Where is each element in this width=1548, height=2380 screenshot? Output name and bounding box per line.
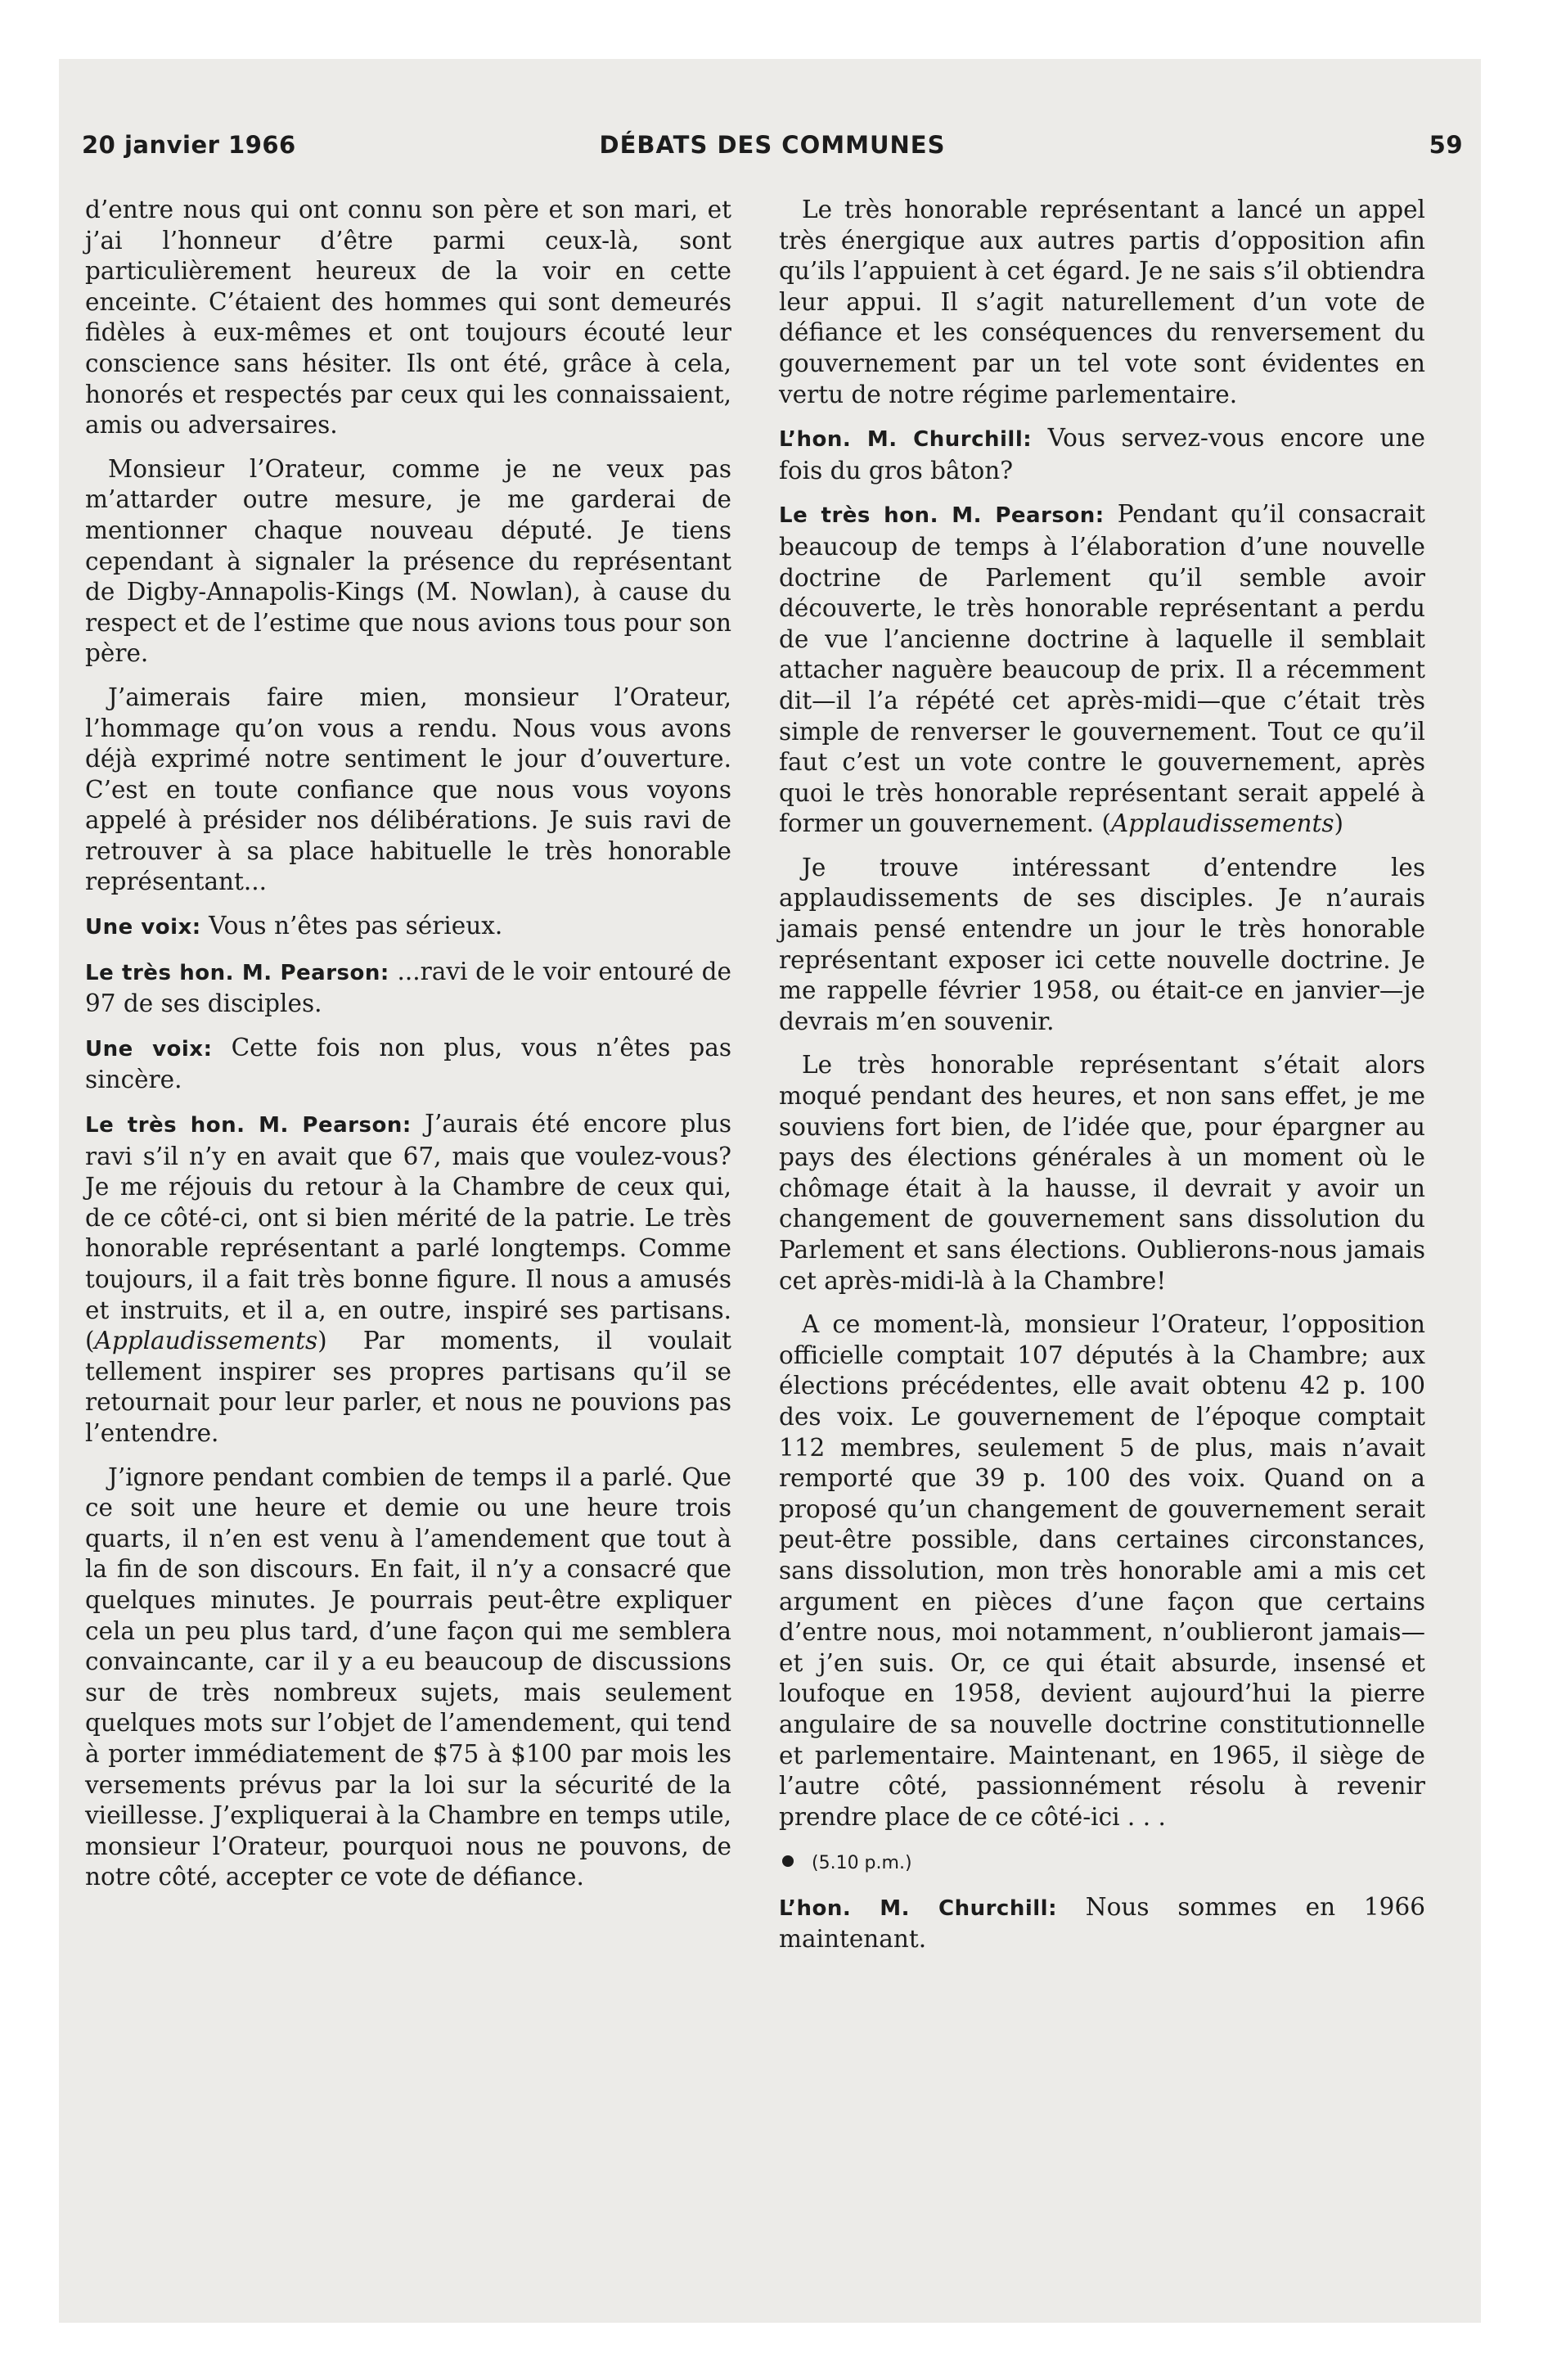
- speaker-name: Le très hon. M. Pearson:: [779, 503, 1105, 529]
- header-date: 20 janvier 1966: [82, 131, 296, 159]
- left-column: [85, 195, 731, 1906]
- speech-text: Pendant qu’il consacrait beaucoup de temps à l’élaboration d’une nouvelle doctrine de Parlement qu’il semble avoir découverte, le très honorable représentant a perdu de vue l’ancienne doctrine à laquelle il semblait attacher naguère beaucoup de prix. Il a récemment dit—il l’a répété cet après-midi—que c’était très simple de renverser le gouvernement. Tout ce qu’il faut c’est un vote contre le gouvernement, après quoi le très honorable représentant serait appelé à former un gouvernement. (: [779, 500, 1425, 838]
- speech: [779, 499, 1425, 840]
- bullet-icon: [782, 1855, 794, 1867]
- time-marker: [779, 1846, 1425, 1879]
- speaker-name: Une voix:: [85, 915, 201, 940]
- speech: [85, 1033, 731, 1096]
- paragraph: Le très honorable représentant s’était alors moqué pendant des heures, et non sans effet, je me souviens fort bien, de l’idée que, pour épargner au pays des élections générales à un moment où le chômage était à la hausse, il devrait y avoir un changement de gouvernement sans dissolution du Parlement et sans élections. Oublierons-nous jamais cet après-midi-là à la Chambre!: [779, 1051, 1425, 1295]
- time-stamp: (5.10 p.m.): [812, 1853, 912, 1874]
- speaker-name: Le très hon. M. Pearson:: [85, 960, 389, 985]
- header-title: DÉBATS DES COMMUNES: [599, 131, 946, 159]
- speaker-name: L’hon. M. Churchill:: [779, 1895, 1057, 1921]
- speech: [85, 1109, 731, 1449]
- paragraph: Je trouve intéressant d’entendre les applaudissements de ses disciples. Je n’aurais jamais pensé entendre un jour le très honorable représentant exposer ici cette nouvelle doctrine. Je me rappelle février 1958, ou était-ce en janvier—je devrais m’en souvenir.: [779, 853, 1425, 1035]
- speech: [779, 1892, 1425, 1955]
- speech-text: ...ravi de le voir entouré de 97 de ses disciples.: [85, 957, 731, 1018]
- speech-text: Vous servez-vous encore une fois du gros bâton?: [779, 424, 1425, 485]
- paragraph: d’entre nous qui ont connu son père et son mari, et j’ai l’honneur d’être parmi ceux-là, sont particulièrement heureux de la voir en cette enceinte. C’étaient des hommes qui sont demeurés fidèles à eux-mêmes et ont toujours écouté leur conscience sans hésiter. Ils ont été, grâce à cela, honorés et respectés par ceux qui les connaissaient, amis ou adversaires.: [85, 196, 731, 439]
- paragraph: J’aimerais faire mien, monsieur l’Orateur, l’hommage qu’on vous a rendu. Nous vous avons déjà exprimé notre sentiment le jour d’ouverture. C’est en toute confiance que nous vous voyons appelé à présider nos délibérations. Je suis ravi de retrouver à sa place habituelle le très honorable représentant...: [85, 683, 731, 896]
- paragraph: Le très honorable représentant a lancé un appel très énergique aux autres partis d’opposition afin qu’ils l’appuient à cet égard. Je ne sais s’il obtiendra leur appui. Il s’agit naturellement d’un vote de défiance et les conséquences du renversement du gouvernement par un tel vote sont évidentes en vertu de notre régime parlementaire.: [779, 196, 1425, 408]
- speaker-name: L’hon. M. Churchill:: [779, 427, 1033, 453]
- page: [59, 59, 1481, 2323]
- speech-text: J’aurais été encore plus ravi s’il n’y en avait que 67, mais que voulez-vous? Je me réjouis du retour à la Chambre de ceux qui, de ce côté-ci, ont si bien mérité de la patrie. Le très honorable représentant a parlé longtemps. Comme toujours, il a fait très bonne figure. Il nous a amusés et instruits, et il a, en outre, inspiré ses partisans. (: [85, 1110, 731, 1355]
- speech-text: Nous sommes en 1966 maintenant.: [779, 1892, 1425, 1954]
- speech-text: ) Par moments, il voulait tellement inspirer ses propres partisans qu’il se retournait pour leur parler, et nous ne pouvions pas l’entendre.: [85, 1327, 731, 1447]
- speech-text: Cette fois non plus, vous n’êtes pas sincère.: [85, 1033, 731, 1094]
- speech: [779, 423, 1425, 486]
- speech: [85, 957, 731, 1020]
- page-header: [82, 131, 1463, 172]
- speech: [85, 911, 731, 944]
- stage-direction: Applaudissements: [1110, 809, 1334, 838]
- paragraph: J’ignore pendant combien de temps il a parlé. Que ce soit une heure et demie ou une heure trois quarts, il n’en est venu à l’amendement que tout à la fin de son discours. En fait, il n’y a consacré que quelques minutes. Je pourrais peut-être expliquer cela un peu plus tard, d’une façon qui me semblera convaincante, car il y a eu beaucoup de discussions sur de très nombreux sujets, mais seulement quelques mots sur l’objet de l’amendement, qui tend à porter immédiatement de $75 à $100 par mois les versements prévus par la loi sur la sécurité de la vieillesse. J’expliquerai à la Chambre en temps utile, monsieur l’Orateur, pourquoi nous ne pouvons, de notre côté, accepter ce vote de défiance.: [85, 1463, 731, 1891]
- paragraph: A ce moment-là, monsieur l’Orateur, l’opposition officielle comptait 107 députés à la Chambre; aux élections précédentes, elle avait obtenu 42 p. 100 des voix. Le gouvernement de l’époque comptait 112 membres, seulement 5 de plus, mais n’avait remporté que 39 p. 100 des voix. Quand on a proposé qu’un changement de gouvernement serait peut-être possible, dans certaines circonstances, sans dissolution, mon très honorable ami a mis cet argument en pièces d’une façon que certains d’entre nous, moi notamment, n’oublieront jamais—et j’en suis. Or, ce qui était absurde, insensé et loufoque en 1958, devient aujourd’hui la pierre angulaire de sa nouvelle doctrine constitutionnelle et parlementaire. Maintenant, en 1965, il siège de l’autre côté, passionnément résolu à revenir prendre place de ce côté-ici . . .: [779, 1310, 1425, 1831]
- paragraph: Monsieur l’Orateur, comme je ne veux pas m’attarder outre mesure, je me garderai de mentionner chaque nouveau député. Je tiens cependant à signaler la présence du représentant de Digby-Annapolis-Kings (M. Nowlan), à cause du respect et de l’estime que nous avions tous pour son père.: [85, 454, 731, 668]
- right-column: [779, 195, 1425, 1968]
- speaker-name: Une voix:: [85, 1036, 213, 1062]
- page-number: 59: [1429, 131, 1463, 159]
- stage-direction: Applaudissements: [94, 1327, 318, 1355]
- speech-text: ): [1334, 809, 1344, 838]
- speech-text: Vous n’êtes pas sérieux.: [200, 912, 503, 940]
- speaker-name: Le très hon. M. Pearson:: [85, 1113, 412, 1138]
